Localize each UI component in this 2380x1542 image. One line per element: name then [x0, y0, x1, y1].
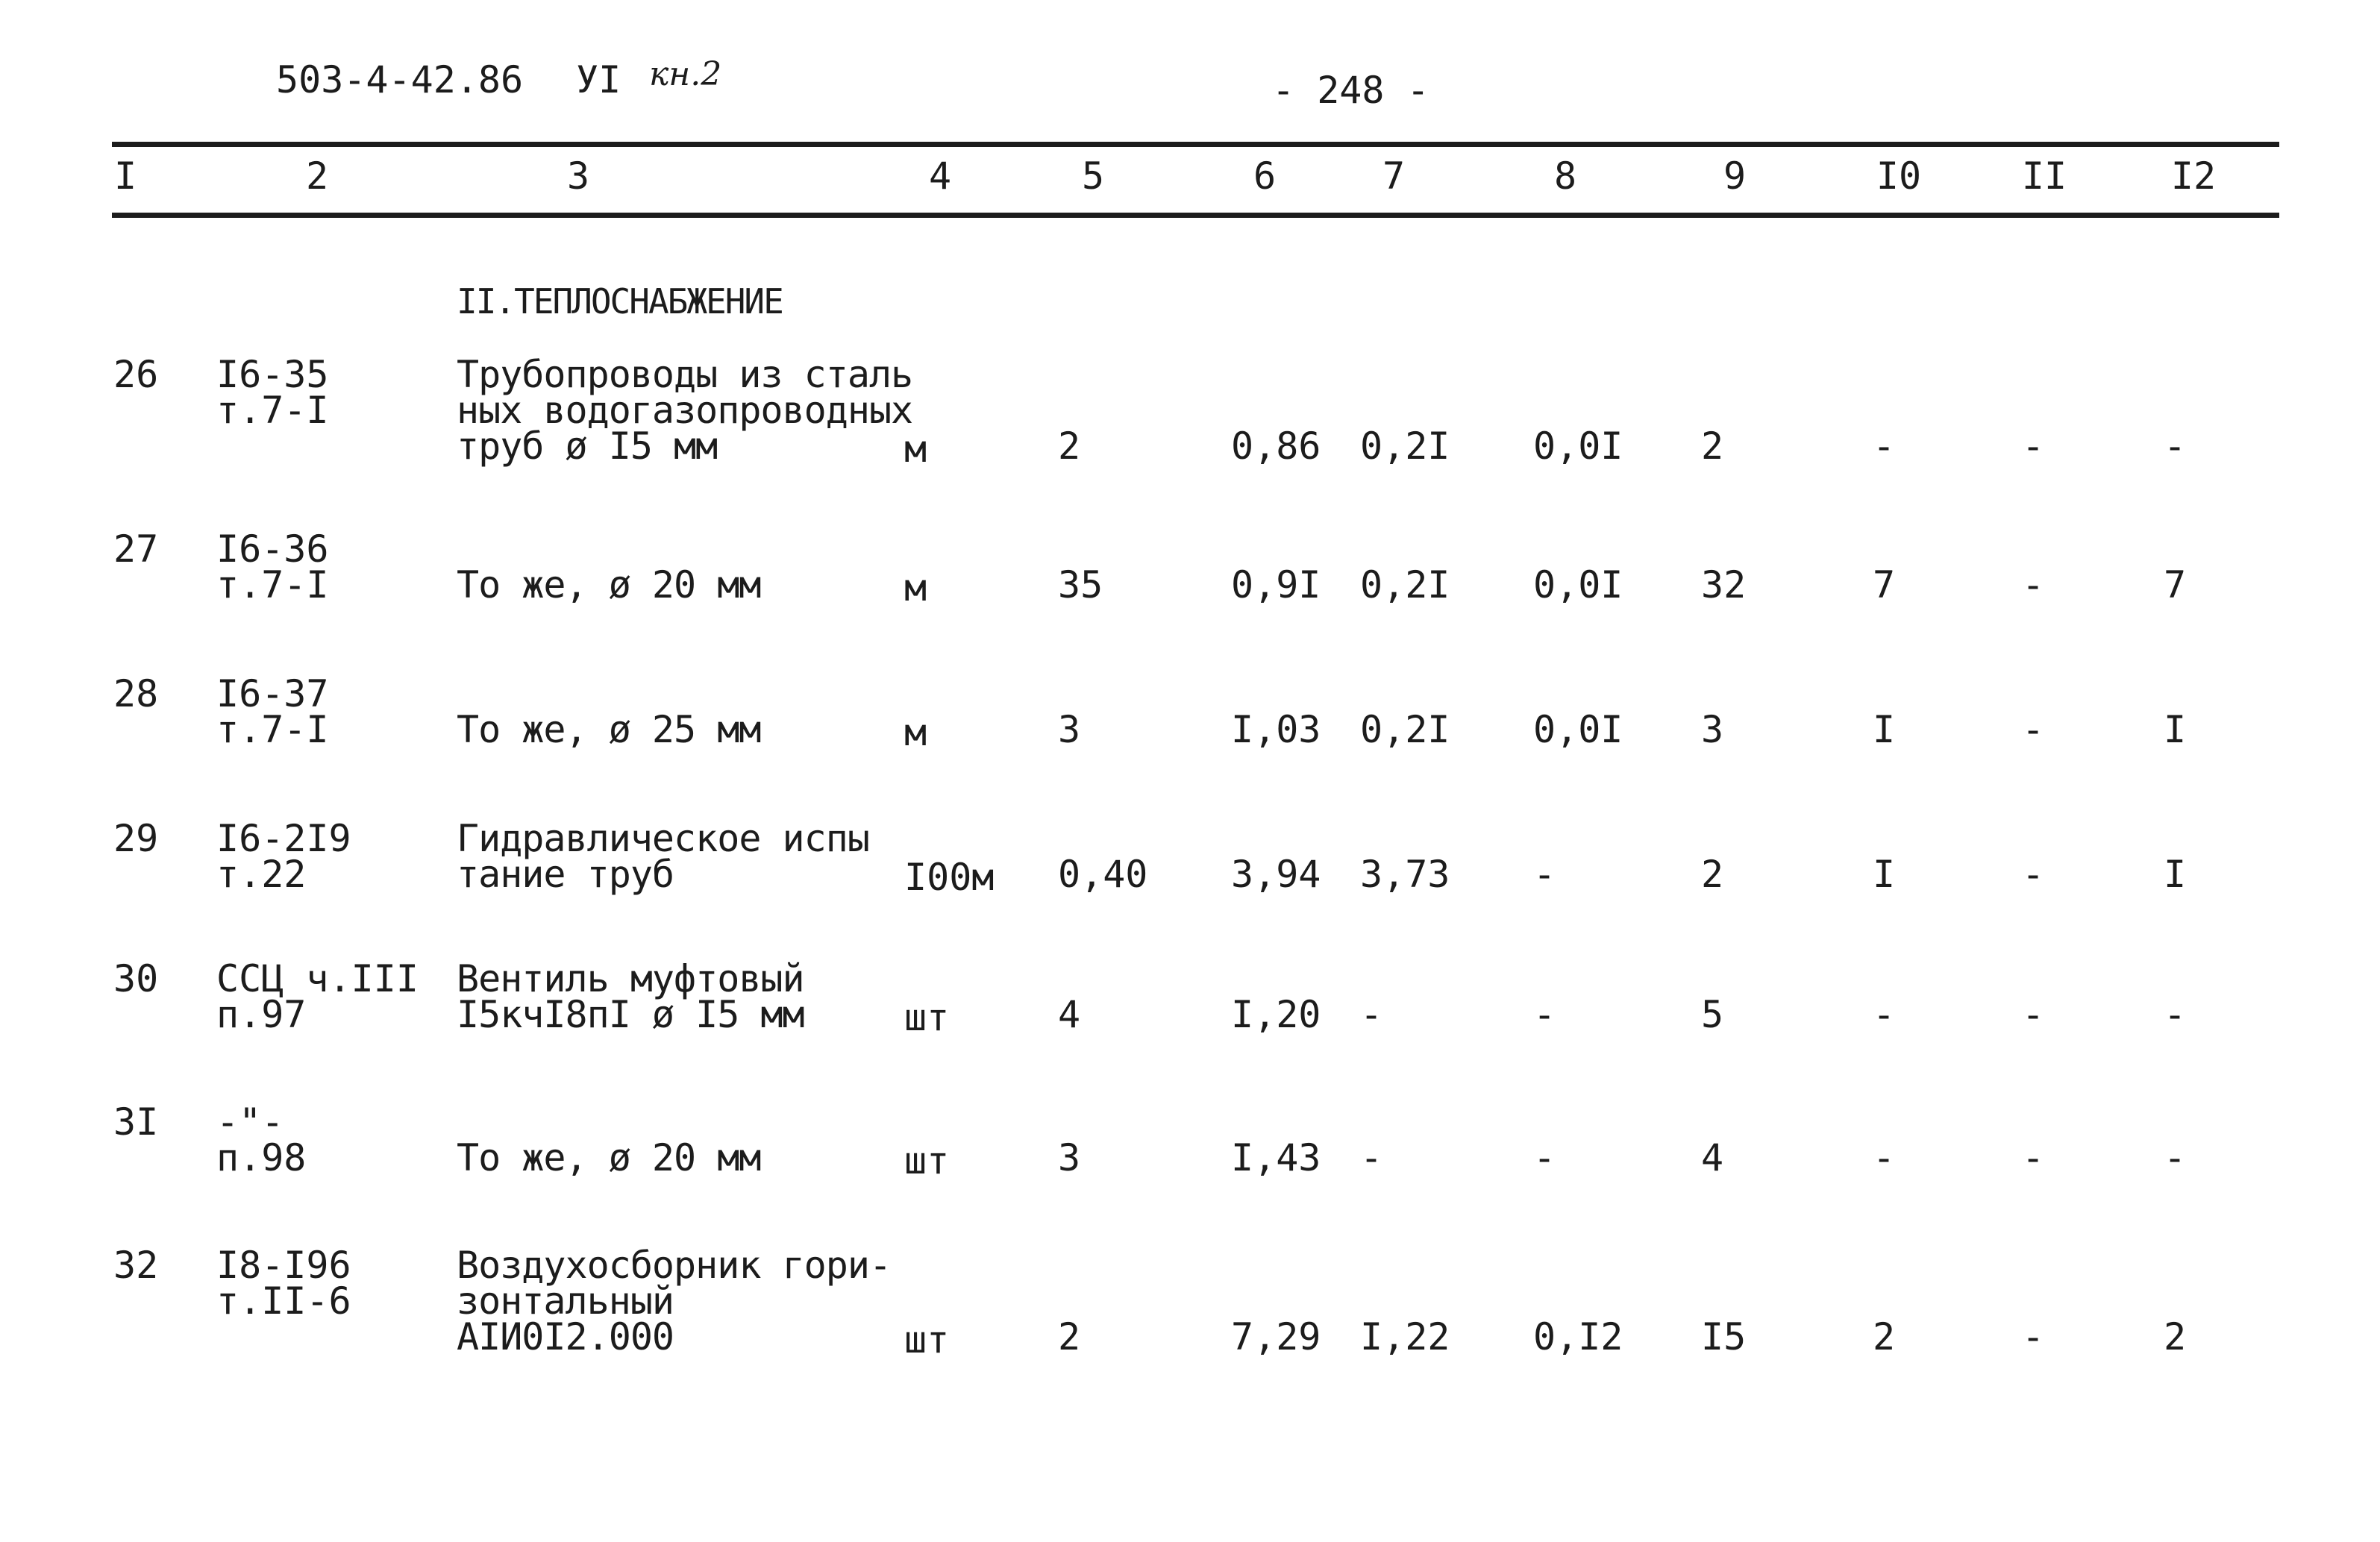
value-c5: 2	[1058, 1315, 1081, 1358]
value-c10: I	[1873, 853, 1896, 896]
table-header-rule	[112, 213, 2279, 218]
work-description: Воздухосборник гори-	[457, 1244, 892, 1287]
value-c10: 7	[1873, 563, 1896, 607]
value-c12: 7	[2164, 563, 2187, 607]
work-description: Вентиль муфтовый	[457, 957, 804, 1000]
column-number: 6	[1253, 154, 1277, 198]
row-number: 29	[113, 817, 159, 860]
table-top-rule	[112, 142, 2279, 147]
value-c6: I,03	[1231, 708, 1321, 751]
column-number: 4	[928, 154, 952, 198]
value-c8: 0,0I	[1533, 708, 1623, 751]
row-number: 27	[113, 527, 159, 571]
column-number: 8	[1553, 154, 1577, 198]
rate-code: т.7-I	[216, 563, 329, 607]
value-c8: 0,0I	[1533, 563, 1623, 607]
value-c7: 0,2I	[1360, 563, 1450, 607]
rate-code: I6-36	[216, 527, 329, 571]
unit: шт	[904, 996, 950, 1039]
value-c12: -	[2164, 424, 2187, 468]
rate-code: ССЦ ч.III	[216, 957, 419, 1000]
value-c9: 5	[1701, 993, 1724, 1036]
value-c12: 2	[2164, 1315, 2187, 1358]
value-c10: -	[1873, 424, 1896, 468]
unit: м	[904, 711, 927, 754]
value-c11: -	[2022, 1315, 2045, 1358]
value-c6: 3,94	[1231, 853, 1321, 896]
value-c12: I	[2164, 708, 2187, 751]
value-c9: 2	[1701, 853, 1724, 896]
value-c6: I,20	[1231, 993, 1321, 1036]
work-description: тание труб	[457, 853, 674, 896]
column-number: 7	[1382, 154, 1406, 198]
rate-code: т.7-I	[216, 389, 329, 432]
column-number: 3	[566, 154, 590, 198]
value-c7: -	[1360, 993, 1383, 1036]
work-description: АIИ0I2.000	[457, 1315, 674, 1358]
rate-code: т.22	[216, 853, 307, 896]
work-description: ных водогазопроводных	[457, 389, 913, 432]
unit: шт	[904, 1139, 950, 1182]
rate-code: I6-2I9	[216, 817, 351, 860]
value-c9: 32	[1701, 563, 1747, 607]
rate-code: I6-35	[216, 353, 329, 396]
column-number: I2	[2170, 154, 2217, 198]
value-c11: -	[2022, 1136, 2045, 1179]
value-c7: 3,73	[1360, 853, 1450, 896]
unit: м	[904, 427, 927, 471]
rate-code: т.7-I	[216, 708, 329, 751]
value-c11: -	[2022, 993, 2045, 1036]
value-c7: 0,2I	[1360, 708, 1450, 751]
value-c10: -	[1873, 993, 1896, 1036]
column-number: II	[2021, 154, 2067, 198]
unit: м	[904, 566, 927, 609]
row-number: 30	[113, 957, 159, 1000]
value-c7: -	[1360, 1136, 1383, 1179]
work-description: Гидравлическое испы	[457, 817, 869, 860]
work-description: труб ø I5 мм	[457, 424, 718, 468]
column-number: I	[113, 154, 137, 198]
value-c5: 4	[1058, 993, 1081, 1036]
rate-code: п.97	[216, 993, 307, 1036]
value-c9: 2	[1701, 424, 1724, 468]
rate-code: т.II-6	[216, 1279, 351, 1323]
value-c8: 0,I2	[1533, 1315, 1623, 1358]
work-description: То же, ø 25 мм	[457, 708, 761, 751]
handwritten-book-note: кн.2	[649, 55, 722, 93]
row-number: 32	[113, 1244, 159, 1287]
work-description: I5кчI8пI ø I5 мм	[457, 993, 804, 1036]
value-c6: 7,29	[1231, 1315, 1321, 1358]
row-number: 3I	[113, 1100, 159, 1144]
work-description: зонтальный	[457, 1279, 674, 1323]
value-c8: 0,0I	[1533, 424, 1623, 468]
rate-code: п.98	[216, 1136, 307, 1179]
value-c8: -	[1533, 853, 1556, 896]
value-c5: 3	[1058, 708, 1081, 751]
value-c12: -	[2164, 1136, 2187, 1179]
value-c5: 0,40	[1058, 853, 1148, 896]
value-c9: 4	[1701, 1136, 1724, 1179]
value-c10: -	[1873, 1136, 1896, 1179]
value-c5: 2	[1058, 424, 1081, 468]
value-c5: 3	[1058, 1136, 1081, 1179]
value-c10: 2	[1873, 1315, 1896, 1358]
value-c12: -	[2164, 993, 2187, 1036]
column-number: 5	[1081, 154, 1105, 198]
column-number: 9	[1723, 154, 1747, 198]
rate-code: I6-37	[216, 672, 329, 715]
unit: шт	[904, 1318, 950, 1361]
value-c11: -	[2022, 708, 2045, 751]
page-number: - 248 -	[1272, 69, 1429, 112]
value-c9: I5	[1701, 1315, 1747, 1358]
work-description: Трубопроводы из сталь	[457, 353, 913, 396]
value-c7: I,22	[1360, 1315, 1450, 1358]
document-code: 503-4-42.86	[276, 58, 524, 101]
value-c11: -	[2022, 853, 2045, 896]
value-c6: 0,86	[1231, 424, 1321, 468]
row-number: 26	[113, 353, 159, 396]
section-title: II.ТЕПЛОСНАБЖЕНИЕ	[457, 281, 783, 322]
volume-label: УI	[576, 58, 621, 101]
value-c12: I	[2164, 853, 2187, 896]
value-c6: 0,9I	[1231, 563, 1321, 607]
value-c7: 0,2I	[1360, 424, 1450, 468]
value-c6: I,43	[1231, 1136, 1321, 1179]
work-description: То же, ø 20 мм	[457, 563, 761, 607]
rate-code: I8-I96	[216, 1244, 351, 1287]
value-c8: -	[1533, 1136, 1556, 1179]
unit: I00м	[904, 856, 995, 899]
value-c11: -	[2022, 563, 2045, 607]
value-c10: I	[1873, 708, 1896, 751]
rate-code: -"-	[216, 1100, 284, 1144]
column-number: 2	[305, 154, 329, 198]
column-number: I0	[1876, 154, 1922, 198]
work-description: То же, ø 20 мм	[457, 1136, 761, 1179]
value-c9: 3	[1701, 708, 1724, 751]
value-c5: 35	[1058, 563, 1103, 607]
row-number: 28	[113, 672, 159, 715]
value-c11: -	[2022, 424, 2045, 468]
value-c8: -	[1533, 993, 1556, 1036]
